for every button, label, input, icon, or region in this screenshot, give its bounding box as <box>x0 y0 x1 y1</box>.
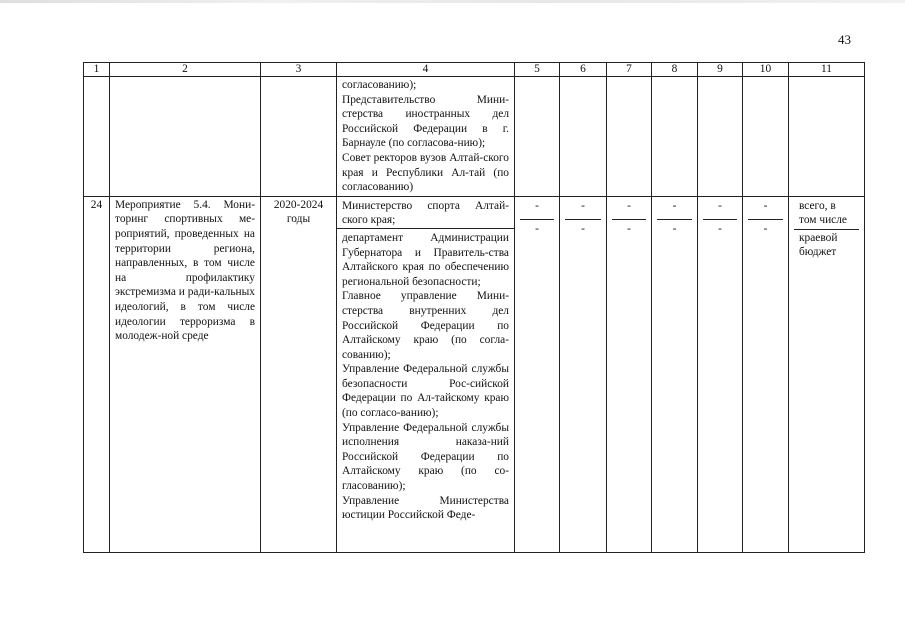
value-cell-6 <box>560 196 607 552</box>
executor-entry: Совет ректоров вузов Алтай-ского края и Республики Ал-тай (по согласованию) <box>342 151 509 194</box>
table-cell <box>261 77 337 197</box>
header-cell: 4 <box>337 63 515 77</box>
value-regional: - <box>703 219 737 237</box>
period: 2020-2024 годы <box>261 196 337 552</box>
page-number: 43 <box>838 32 851 47</box>
executor-entry: Представительство Мини-стерства иностранных дел Российской Федерации в г. Барнауле (по согласова-нию); <box>342 93 509 150</box>
executor-entry: Управление Федеральной службы исполнения наказа-ний Российской Федерации по Алтайскому краю (по со-гласованию); <box>342 421 509 493</box>
value-cell-9 <box>698 196 743 552</box>
value-total: - <box>581 199 585 212</box>
executor-entry: согласованию); <box>342 79 417 91</box>
executor-entry: департамент Администрации Губернатора и Правитель-ства Алтайского края по обеспечению региональной безопасности; <box>336 228 515 289</box>
executor-entry: Управление Министерства юстиции Российской Феде- <box>342 494 509 522</box>
funding-source-cell <box>789 196 865 552</box>
value-total: - <box>672 199 677 212</box>
value-cell-5 <box>515 196 560 552</box>
header-cell: 10 <box>743 63 789 77</box>
header-cell: 1 <box>84 63 110 77</box>
page-top-edge <box>0 0 905 3</box>
header-cell: 11 <box>789 63 865 77</box>
table-cell <box>743 77 789 197</box>
table-cell <box>607 77 652 197</box>
funding-regional-label: краевой бюджет <box>794 229 859 261</box>
funding-total-label: всего, в том числе <box>799 199 847 227</box>
executors-cell <box>337 77 515 197</box>
header-cell: 2 <box>110 63 261 77</box>
event-description: Мероприятие 5.4. Мони-торинг спортивных ме-роприятий, проведенных на территории региона, направленных, в том числе на профилактику экстремизма и ради-кальных идеологий, в том числе идеологии терроризма в молодеж-ной среде <box>110 196 261 552</box>
value-regional: - <box>520 219 554 237</box>
value-total: - <box>718 199 722 212</box>
program-table <box>83 62 865 553</box>
header-cell: 5 <box>515 63 560 77</box>
table-row-24 <box>84 196 865 552</box>
value-regional: - <box>748 219 783 237</box>
value-cell-10 <box>743 196 789 552</box>
value-cell-8 <box>652 196 698 552</box>
header-cell: 3 <box>261 63 337 77</box>
table-cell <box>560 77 607 197</box>
row-number: 24 <box>84 196 110 552</box>
value-regional: - <box>565 219 601 237</box>
header-row <box>84 63 865 77</box>
executor-entry: Главное управление Мини-стерства внутренних дел Российской Федерации по Алтайскому краю (по согла-сованию); <box>342 290 509 361</box>
header-cell: 7 <box>607 63 652 77</box>
table-cell <box>84 77 110 197</box>
table-cell <box>515 77 560 197</box>
executor-entry: Управление Федеральной службы безопасности Рос-сийской Федерации по Ал-тайскому краю (по согласо-ванию); <box>342 363 509 420</box>
table-cell <box>110 77 261 197</box>
header-cell: 8 <box>652 63 698 77</box>
table-cell <box>652 77 698 197</box>
value-total: - <box>627 199 631 212</box>
continued-row <box>84 77 865 197</box>
header-cell: 6 <box>560 63 607 77</box>
header-cell: 9 <box>698 63 743 77</box>
executors-cell <box>337 196 515 552</box>
value-regional: - <box>657 219 692 237</box>
value-total: - <box>535 199 539 212</box>
value-cell-7 <box>607 196 652 552</box>
executor-entry: Министерство спорта Алтай-ского края; <box>342 199 509 227</box>
value-total: - <box>763 199 768 212</box>
table-cell <box>698 77 743 197</box>
value-regional: - <box>612 219 646 237</box>
table-cell <box>789 77 865 197</box>
